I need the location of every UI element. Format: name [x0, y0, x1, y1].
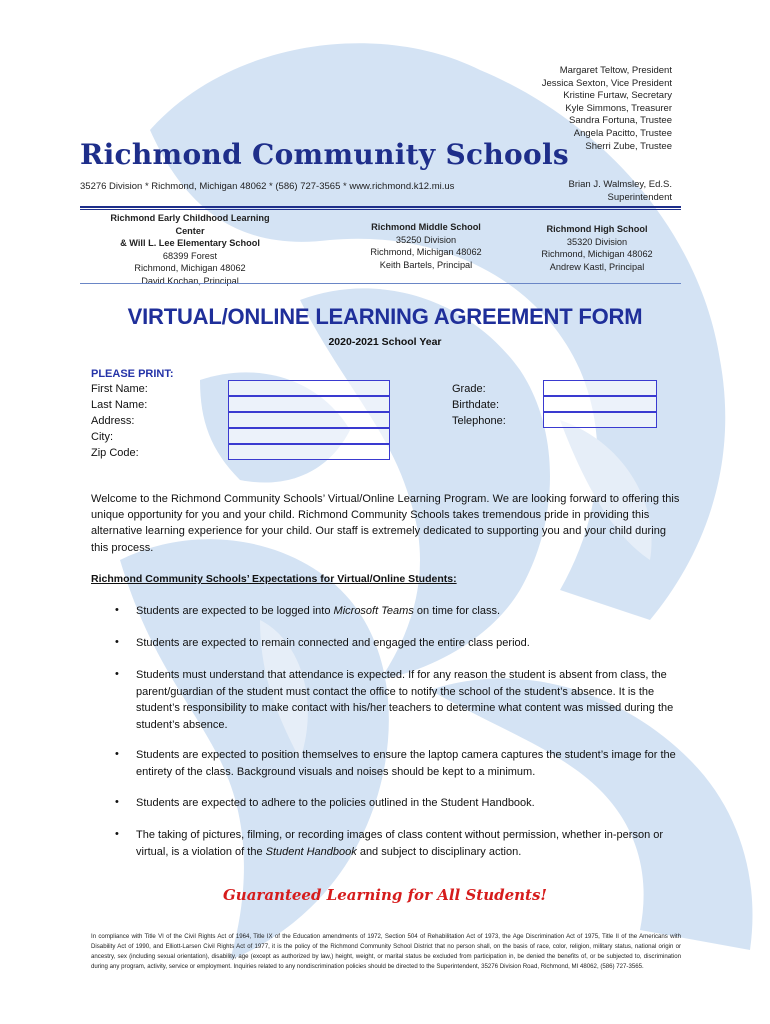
grade-field[interactable] [543, 380, 657, 396]
building-elementary [100, 212, 280, 288]
expectation-text: Students are expected to be logged into [136, 605, 334, 617]
slogan: Guaranteed Learning for All Students! [222, 886, 548, 904]
expectation-item [136, 603, 681, 620]
building-address: 68399 Forest [162, 250, 218, 261]
expectation-item [136, 827, 681, 860]
board-member: Sherri Zube, Trustee [585, 140, 672, 152]
expectation-item [136, 747, 681, 780]
bullet: • [115, 828, 119, 840]
bullet: • [115, 636, 119, 648]
header-divider [80, 206, 681, 210]
birthdate-field[interactable] [543, 396, 657, 412]
buildings-divider [80, 283, 681, 284]
expectation-text: The taking of pictures, filming, or recording images of class content without permission, whether in-person or virtual, is a violation of the [136, 829, 664, 858]
building-high-school [517, 223, 677, 273]
building-name: Richmond Early Childhood Learning Center [110, 213, 270, 236]
nondiscrimination-notice: In compliance with Title VI of the Civil Rights Act of 1964, Title IX of the Education amendments of 1972, Section 504 of Rehabilitation Act of 1973, the Age Discrimination Act of 1975, Title II of the Americans with Disability Act of 1990, and Elliott-Larsen Civil Rights Act of 1977, it is the policy of the Richmond Community School District that no person shall, on the basis of race, color, religion, military status, national origin or ancestry, sex (including sexual orientation), disability, age (except as authorized by law,) height, weight, or marital status be excluded from participation in, be denied the benefits of, or be subjected to, discrimination during any program, activity, service or employment. Inquiries related to any nondiscrimination policies should be directed to the Superintendent, 35276 Division Road, Richmond, MI 48062, (586) 727-3565. [91, 933, 681, 970]
zip-code-label: Zip Code: [91, 447, 139, 459]
telephone-field[interactable] [543, 412, 657, 428]
superintendent-name: Brian J. Walmsley, Ed.S. [568, 179, 672, 190]
first-name-label: First Name: [91, 383, 148, 395]
building-address: 35250 Division [395, 234, 457, 245]
please-print-label: PLEASE PRINT: [91, 368, 174, 380]
city-label: City: [91, 431, 113, 443]
expectation-text-end: and subject to disciplinary action. [356, 845, 522, 858]
form-title: VIRTUAL/ONLINE LEARNING AGREEMENT FORM [127, 304, 643, 329]
expectation-text: Students are expected to adhere to the policies outlined in the Student Handbook. [136, 797, 535, 809]
expectation-emphasis: Microsoft Teams [333, 605, 414, 617]
expectation-text: Students must understand that attendance is expected. If for any reason the student is absent from class, the parent/guardian of the student must contact the office to notify the school of the student’s absence. It is the student’s responsibility to make contact with his/her teachers to determine what content was missed during the student’s absence. [136, 669, 674, 731]
telephone-label: Telephone: [452, 415, 506, 427]
superintendent [472, 179, 672, 204]
expectation-item [136, 795, 681, 812]
superintendent-title: Superintendent [607, 191, 672, 203]
city-field[interactable] [228, 428, 390, 444]
zip-code-field[interactable] [228, 444, 390, 460]
building-city: Richmond, Michigan 48062 [134, 263, 246, 274]
district-address: 35276 Division * Richmond, Michigan 48062 * (586) 727-3565 * www.richmond.k12.mi.us [80, 181, 455, 192]
bullet: • [115, 604, 119, 616]
school-year: 2020-2021 School Year [328, 336, 442, 348]
expectation-emphasis: Student Handbook [265, 845, 357, 858]
board-member: Angela Pacitto, Trustee [573, 127, 672, 139]
last-name-label: Last Name: [91, 399, 148, 411]
building-address: 35320 Division [566, 236, 628, 247]
last-name-field[interactable] [228, 396, 390, 412]
bullet: • [115, 668, 119, 680]
board-member: Sandra Fortuna, Trustee [569, 115, 672, 127]
birthdate-label: Birthdate: [452, 399, 500, 411]
intro-paragraph: Welcome to the Richmond Community Schools’ Virtual/Online Learning Program. We are looking forward to offering this unique opportunity for you and your child. Richmond Community Schools takes tremendous pride in providing this alternative learning experience for your child. Our staff is extremely dedicated to supporting you and your child during this process. [91, 493, 680, 554]
grade-label: Grade: [452, 383, 486, 395]
district-logo-text: Richmond Community Schools [80, 138, 569, 171]
expectation-item [136, 635, 681, 652]
board-member: Margaret Teltow, President [559, 65, 672, 76]
building-name: Richmond Middle School [371, 222, 481, 232]
building-city: Richmond, Michigan 48062 [541, 249, 653, 260]
building-principal: Keith Bartels, Principal [379, 259, 473, 270]
board-member: Kristine Furtaw, Secretary [563, 90, 672, 102]
expectation-text-end: on time for class. [413, 605, 501, 617]
bullet: • [115, 796, 119, 808]
building-name: Richmond High School [546, 224, 648, 234]
building-principal: Andrew Kastl, Principal [549, 261, 645, 272]
expectation-item [136, 667, 681, 733]
board-member: Kyle Simmons, Treasurer [565, 102, 672, 114]
expectation-text: Students are expected to position themselves to ensure the laptop camera captures the student’s image for the entirety of the class. Background visuals and noises should be kept to a minimum. [136, 749, 676, 778]
expectations-heading: Richmond Community Schools’ Expectations for Virtual/Online Students: [91, 573, 457, 585]
board-member: Jessica Sexton, Vice President [541, 77, 672, 89]
address-field[interactable] [228, 412, 390, 428]
first-name-field[interactable] [228, 380, 390, 396]
building-middle-school [346, 221, 506, 271]
expectation-text: Students are expected to remain connected and engaged the entire class period. [136, 637, 530, 649]
bullet: • [115, 748, 119, 760]
building-principal: David Kochan, Principal [141, 275, 239, 286]
building-name-2: & Will L. Lee Elementary School [120, 238, 260, 249]
building-city: Richmond, Michigan 48062 [370, 247, 482, 258]
address-label: Address: [91, 415, 135, 427]
